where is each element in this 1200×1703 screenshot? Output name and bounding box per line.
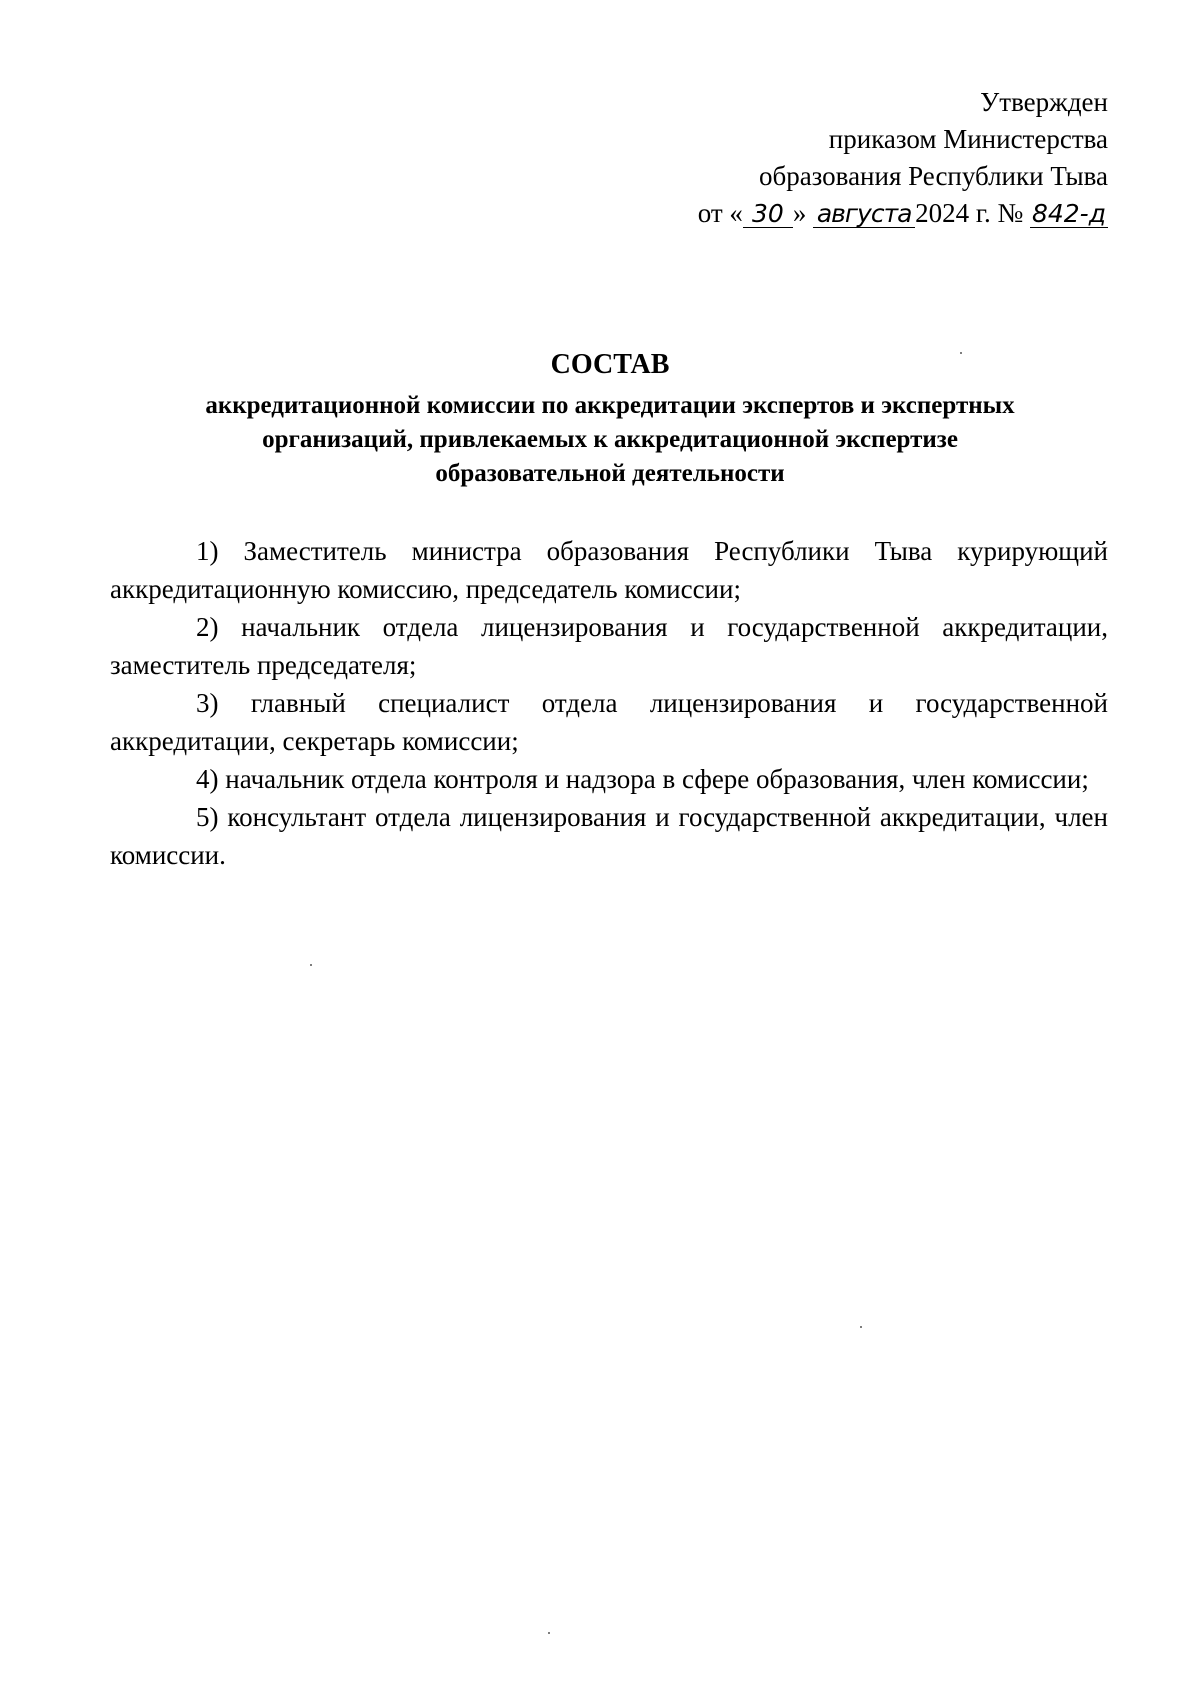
member-item-4: 4) начальник отдела контроля и надзора в сфере образования, член комиссии; (196, 764, 1089, 794)
member-item-2: 2) начальник отдела лицензирования и государственной аккредитации, заместитель председателя; (110, 612, 1108, 680)
document-subtitle-line-1: аккредитационной комиссии по аккредитации экспертов и экспертных (205, 392, 1015, 419)
member-item-1: 1) Заместитель министра образования Республики Тыва курирующий аккредитационную комиссию, председатель комиссии; (110, 536, 1108, 604)
document-title: СОСТАВ (550, 349, 670, 380)
scan-speck (548, 1632, 550, 1634)
approval-line-3: образования Республики Тыва (758, 161, 1108, 191)
member-item-3: 3) главный специалист отдела лицензирования и государственной аккредитации, секретарь комиссии; (110, 688, 1108, 756)
approval-stamp (548, 84, 1108, 232)
scan-speck (960, 352, 962, 354)
handwritten-day: 30 (743, 201, 793, 228)
date-year: 2024 г. № (915, 198, 1030, 228)
document-title-block (110, 345, 1110, 491)
approval-date-line (548, 195, 1108, 232)
handwritten-month: августа (813, 201, 915, 228)
scan-speck (310, 964, 312, 966)
member-item-5: 5) консультант отдела лицензирования и государственной аккредитации, член комиссии. (110, 802, 1108, 870)
date-mid: » (792, 198, 814, 228)
date-prefix: от « (697, 198, 743, 228)
commission-members-list (110, 532, 1108, 874)
scan-speck (860, 1326, 862, 1328)
approval-line-2: приказом Министерства (828, 124, 1108, 154)
approval-line-1: Утвержден (980, 87, 1108, 117)
document-subtitle-line-2: организаций, привлекаемых к аккредитационной экспертизе (262, 426, 958, 453)
handwritten-order-number: 842-д (1031, 199, 1106, 228)
document-subtitle-line-3: образовательной деятельности (435, 460, 785, 487)
